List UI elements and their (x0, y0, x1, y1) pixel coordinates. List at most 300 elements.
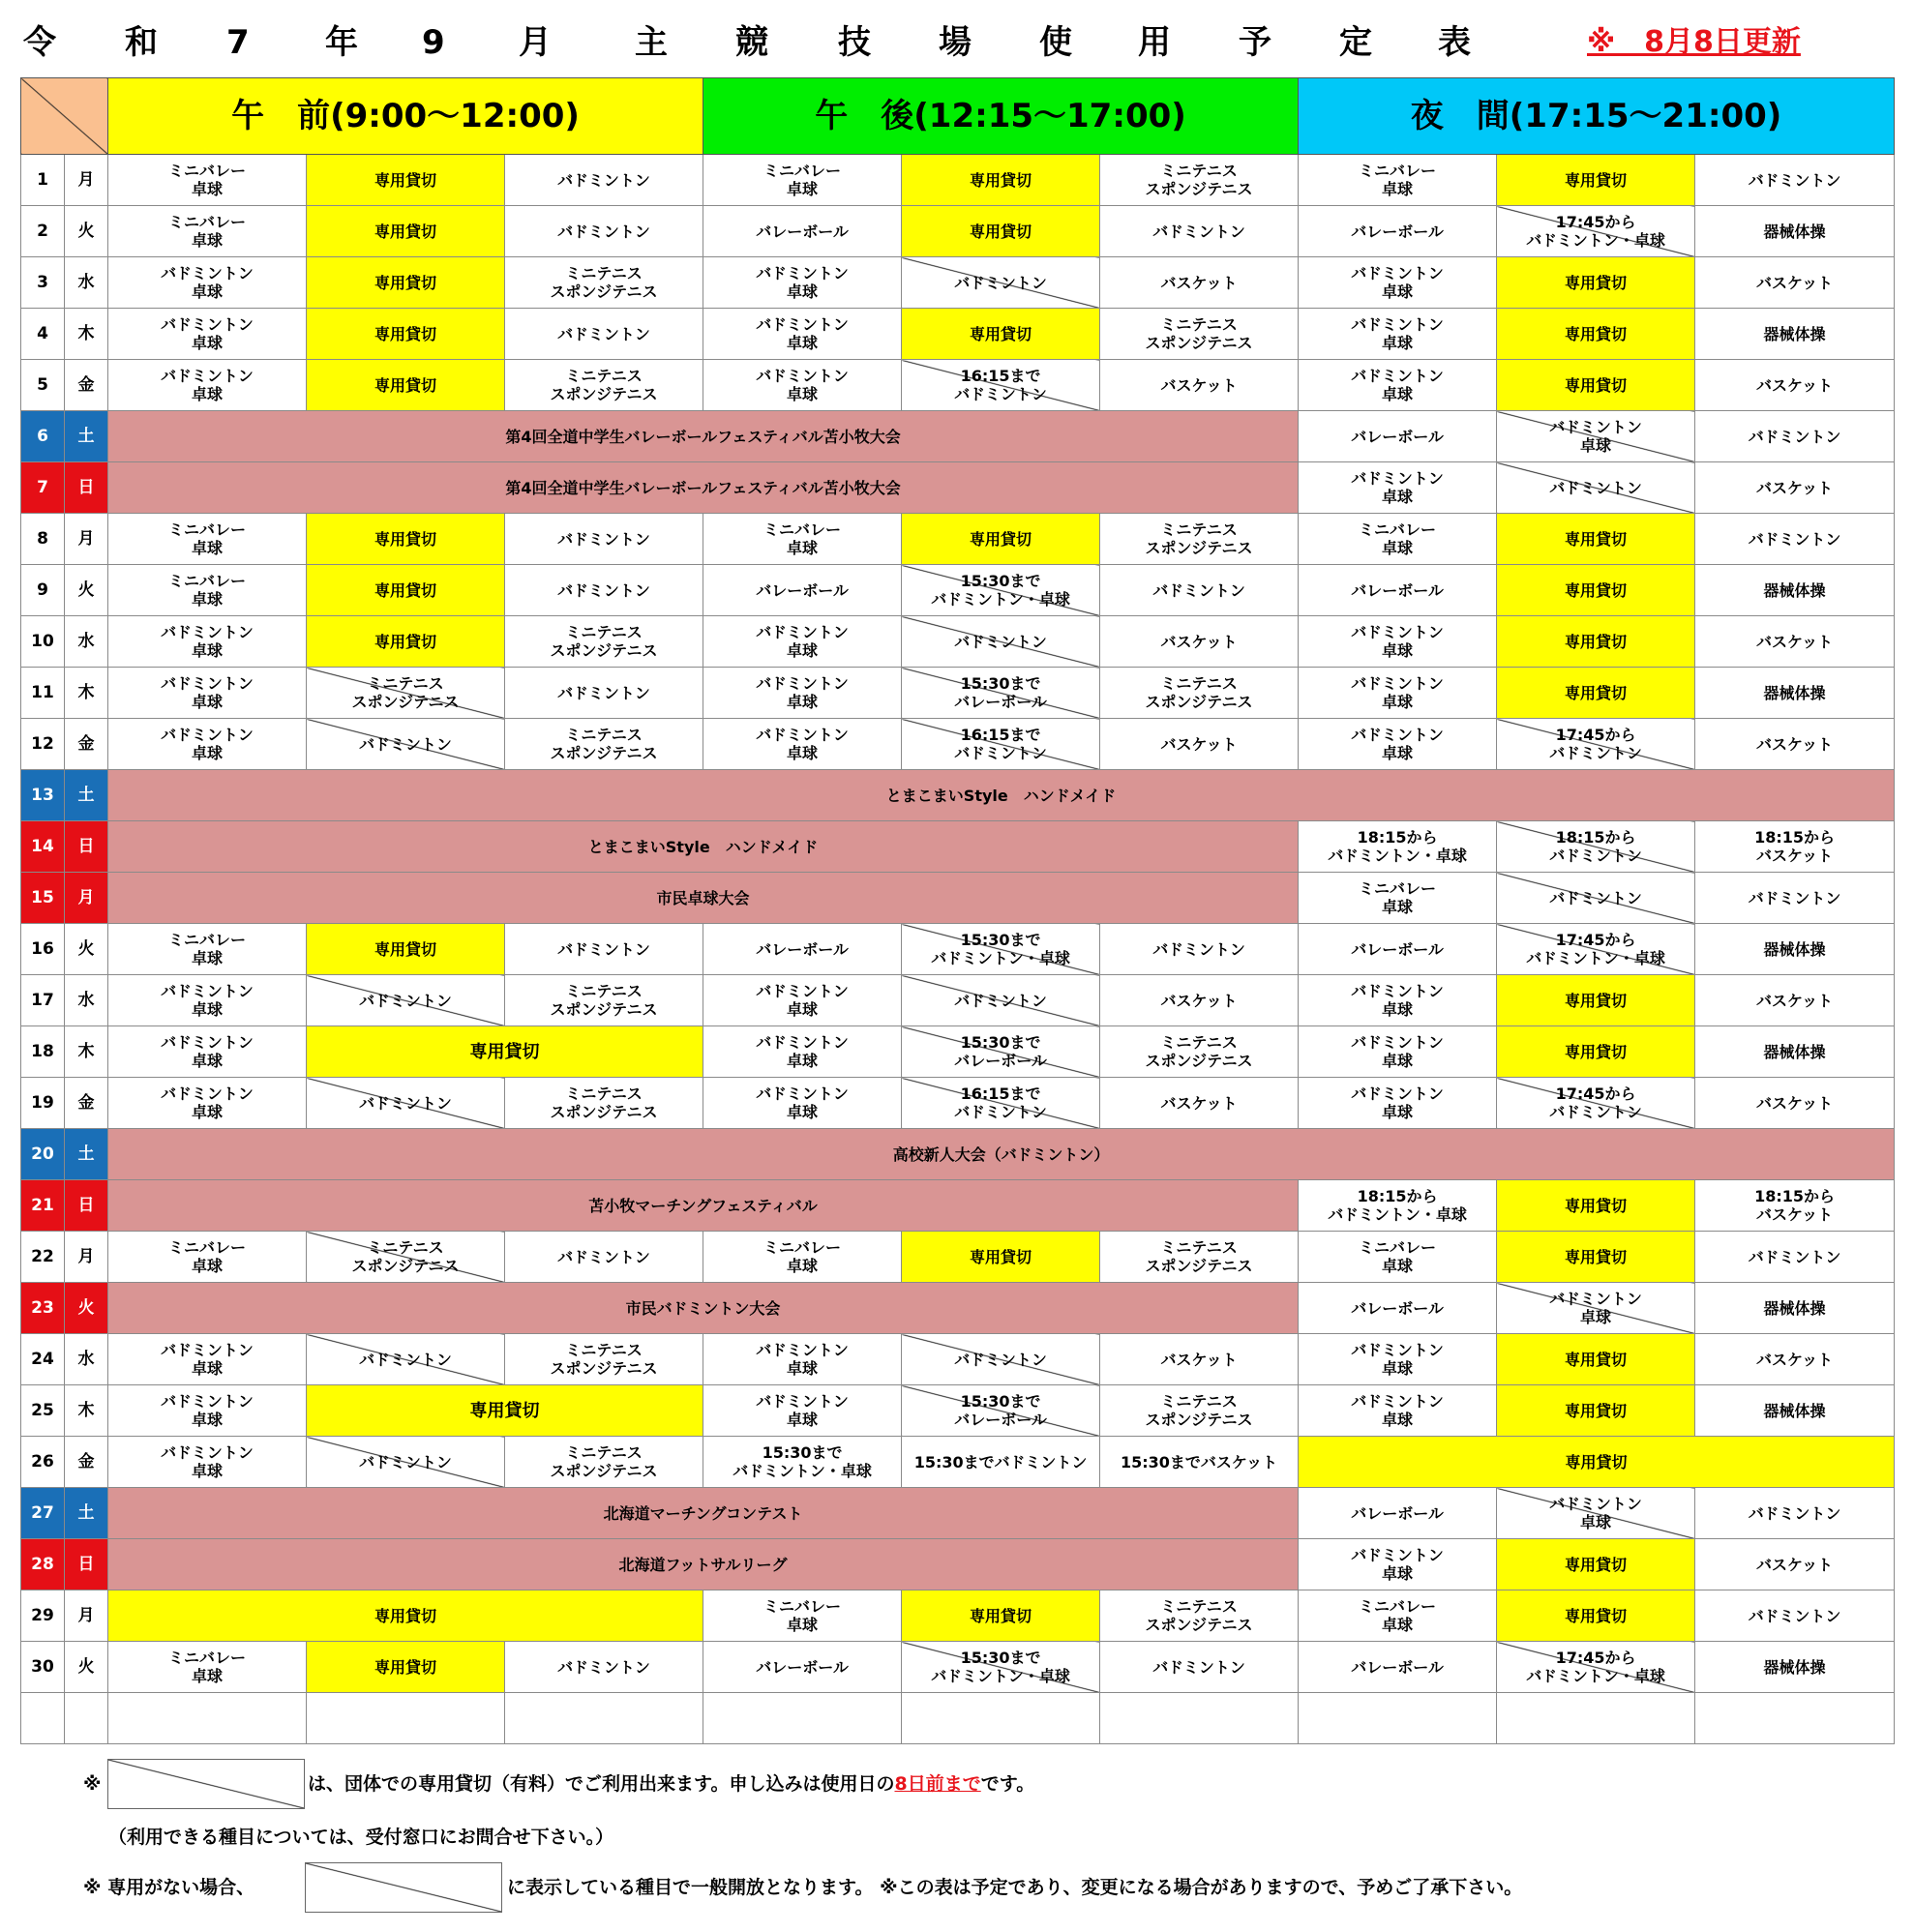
schedule-cell: バドミントン 卓球 (1299, 462, 1497, 514)
weekday: 火 (65, 565, 108, 616)
schedule-cell: バドミントン (1695, 514, 1895, 565)
table-row (21, 1129, 1895, 1180)
table-row (21, 668, 1895, 719)
reserved-cell: 専用貸切 (307, 309, 505, 360)
table-row (21, 1180, 1895, 1232)
table-row (21, 1437, 1895, 1488)
reserved-cell: 専用貸切 (1497, 1385, 1695, 1437)
schedule-cell: ミニバレー 卓球 (1299, 155, 1497, 206)
day-number: 25 (21, 1385, 65, 1437)
schedule-cell: バドミントン 卓球 (108, 975, 307, 1026)
schedule-cell: ミニテニス スポンジテニス (505, 719, 703, 770)
table-row (21, 206, 1895, 257)
schedule-cell: バドミントン (1695, 873, 1895, 924)
schedule-cell: バドミントン (1100, 565, 1299, 616)
reserved-cell: 専用貸切 (1497, 360, 1695, 411)
reserved-cell: 専用貸切 (902, 155, 1100, 206)
schedule-cell: バレーボール (703, 924, 902, 975)
general-open-cell: バドミントン (307, 719, 505, 770)
reserved-cell: 専用貸切 (1497, 616, 1695, 668)
schedule-cell: バドミントン 卓球 (703, 257, 902, 309)
header-afternoon: 午 後(12:15～17:00) (703, 78, 1299, 155)
schedule-cell: バドミントン 卓球 (1299, 1334, 1497, 1385)
general-open-cell: ミニテニス スポンジテニス (307, 1232, 505, 1283)
schedule-cell: バドミントン 卓球 (703, 1385, 902, 1437)
header-morning: 午 前(9:00～12:00) (108, 78, 703, 155)
weekday: 木 (65, 1385, 108, 1437)
schedule-cell: 15:30までバドミントン (902, 1437, 1100, 1488)
weekday: 日 (65, 462, 108, 514)
title-char: 用 (1138, 23, 1171, 62)
table-row (21, 821, 1895, 873)
schedule-cell: バドミントン 卓球 (1299, 1078, 1497, 1129)
day-number: 4 (21, 309, 65, 360)
weekday: 火 (65, 924, 108, 975)
event-cell: とまこまいStyle ハンドメイド (108, 821, 1299, 873)
note-line1-pre: は、団体での専用貸切（有料）でご利用出来ます。申し込みは使用日の (308, 1773, 895, 1795)
title-char: 9 (422, 23, 445, 62)
schedule-cell: ミニテニス スポンジテニス (505, 975, 703, 1026)
empty-cell (65, 1693, 108, 1744)
table-row (21, 257, 1895, 309)
title-char: 使 (1039, 23, 1072, 62)
event-cell: 高校新人大会（バドミントン） (108, 1129, 1895, 1180)
day-number: 5 (21, 360, 65, 411)
day-number: 14 (21, 821, 65, 873)
table-row (21, 514, 1895, 565)
schedule-cell: ミニバレー 卓球 (1299, 873, 1497, 924)
weekday: 日 (65, 821, 108, 873)
reserved-cell: 専用貸切 (307, 206, 505, 257)
general-open-cell: 16:15まで バドミントン (902, 360, 1100, 411)
schedule-cell: バドミントン 卓球 (703, 309, 902, 360)
legend-reserved-box (107, 1759, 305, 1809)
weekday: 水 (65, 616, 108, 668)
schedule-cell: バドミントン 卓球 (703, 616, 902, 668)
reserved-cell: 専用貸切 (108, 1590, 703, 1642)
day-number: 29 (21, 1590, 65, 1642)
schedule-cell: バドミントン 卓球 (703, 360, 902, 411)
day-number: 20 (21, 1129, 65, 1180)
empty-row (21, 1693, 1895, 1744)
schedule-cell: バスケット (1695, 1078, 1895, 1129)
general-open-cell: 16:15まで バドミントン (902, 1078, 1100, 1129)
note-deadline: 8日前まで (894, 1773, 981, 1795)
title-char: 予 (1239, 23, 1271, 62)
empty-cell (1497, 1693, 1695, 1744)
table-row (21, 616, 1895, 668)
weekday: 水 (65, 975, 108, 1026)
general-open-cell: バドミントン (307, 1437, 505, 1488)
schedule-cell: バドミントン 卓球 (108, 616, 307, 668)
schedule-cell: 18:15から バドミントン・卓球 (1299, 1180, 1497, 1232)
title-char: 技 (838, 23, 871, 62)
event-cell: 苫小牧マーチングフェスティバル (108, 1180, 1299, 1232)
schedule-cell: ミニテニス スポンジテニス (1100, 155, 1299, 206)
schedule-table (20, 77, 1895, 1744)
title-char: 場 (939, 23, 972, 62)
day-number: 18 (21, 1026, 65, 1078)
weekday: 金 (65, 719, 108, 770)
weekday: 水 (65, 1334, 108, 1385)
schedule-cell: バドミントン 卓球 (1299, 719, 1497, 770)
schedule-cell: ミニテニス スポンジテニス (1100, 1590, 1299, 1642)
reserved-cell: 専用貸切 (902, 1232, 1100, 1283)
schedule-cell: 18:15から バスケット (1695, 1180, 1895, 1232)
empty-cell (307, 1693, 505, 1744)
day-number: 15 (21, 873, 65, 924)
schedule-cell: バドミントン 卓球 (1299, 975, 1497, 1026)
schedule-cell: バドミントン 卓球 (1299, 257, 1497, 309)
title-char: 月 (519, 23, 552, 62)
schedule-cell: バドミントン 卓球 (1299, 1026, 1497, 1078)
weekday: 月 (65, 873, 108, 924)
schedule-cell: ミニテニス スポンジテニス (505, 616, 703, 668)
empty-cell (505, 1693, 703, 1744)
schedule-cell: バスケット (1695, 1539, 1895, 1590)
day-number: 21 (21, 1180, 65, 1232)
table-row (21, 1539, 1895, 1590)
schedule-cell: バドミントン (505, 1232, 703, 1283)
schedule-cell: バスケット (1100, 1334, 1299, 1385)
general-open-cell: 15:30まで バレーボール (902, 1385, 1100, 1437)
schedule-cell: ミニテニス スポンジテニス (505, 360, 703, 411)
reserved-cell: 専用貸切 (307, 257, 505, 309)
empty-cell (1100, 1693, 1299, 1744)
schedule-cell: ミニバレー 卓球 (108, 206, 307, 257)
schedule-cell: バドミントン (1100, 1642, 1299, 1693)
schedule-cell: バドミントン 卓球 (108, 257, 307, 309)
weekday: 水 (65, 257, 108, 309)
schedule-cell: バドミントン (505, 514, 703, 565)
schedule-cell: バドミントン (505, 206, 703, 257)
schedule-cell: ミニテニス スポンジテニス (1100, 1385, 1299, 1437)
day-number: 11 (21, 668, 65, 719)
table-row (21, 1334, 1895, 1385)
schedule-cell: ミニバレー 卓球 (108, 1232, 307, 1283)
title-char: 競 (735, 23, 768, 62)
schedule-cell: 器械体操 (1695, 1283, 1895, 1334)
reserved-cell: 専用貸切 (1497, 975, 1695, 1026)
table-row (21, 155, 1895, 206)
event-cell: 第4回全道中学生バレーボールフェスティバル苫小牧大会 (108, 462, 1299, 514)
schedule-cell: バスケット (1100, 719, 1299, 770)
reserved-cell: 専用貸切 (307, 565, 505, 616)
general-open-cell: 15:30まで バドミントン・卓球 (902, 1642, 1100, 1693)
schedule-cell: バレーボール (703, 565, 902, 616)
event-cell: 北海道マーチングコンテスト (108, 1488, 1299, 1539)
weekday: 火 (65, 1642, 108, 1693)
weekday: 土 (65, 411, 108, 462)
schedule-cell: バスケット (1695, 462, 1895, 514)
day-number: 17 (21, 975, 65, 1026)
empty-cell (1695, 1693, 1895, 1744)
table-row (21, 1232, 1895, 1283)
schedule-cell: バドミントン 卓球 (108, 309, 307, 360)
note-line3-post: に表示している種目で一般開放となります。 ※この表は予定であり、変更になる場合がありますので、予めご了承下さい。 (507, 1877, 1523, 1898)
schedule-cell: バドミントン (1695, 1590, 1895, 1642)
day-number: 8 (21, 514, 65, 565)
table-row (21, 924, 1895, 975)
schedule-cell: バドミントン 卓球 (1299, 1385, 1497, 1437)
schedule-cell: ミニテニス スポンジテニス (1100, 1232, 1299, 1283)
schedule-cell: ミニテニス スポンジテニス (1100, 1026, 1299, 1078)
day-number: 30 (21, 1642, 65, 1693)
schedule-cell: バレーボール (703, 206, 902, 257)
schedule-cell: 器械体操 (1695, 1642, 1895, 1693)
weekday: 火 (65, 1283, 108, 1334)
general-open-cell: バドミントン (902, 257, 1100, 309)
day-number: 9 (21, 565, 65, 616)
weekday: 日 (65, 1539, 108, 1590)
schedule-cell: バスケット (1100, 360, 1299, 411)
weekday: 月 (65, 514, 108, 565)
schedule-cell: バドミントン 卓球 (108, 1026, 307, 1078)
general-open-cell: 15:30まで バレーボール (902, 668, 1100, 719)
table-row (21, 1026, 1895, 1078)
general-open-cell: 17:45から バドミントン (1497, 1078, 1695, 1129)
reserved-cell: 専用貸切 (902, 206, 1100, 257)
schedule-cell: バスケット (1695, 975, 1895, 1026)
table-row (21, 719, 1895, 770)
event-cell: 北海道フットサルリーグ (108, 1539, 1299, 1590)
weekday: 日 (65, 1180, 108, 1232)
notes-section (0, 1741, 1914, 1932)
general-open-cell: ミニテニス スポンジテニス (307, 668, 505, 719)
table-row (21, 1385, 1895, 1437)
general-open-cell: 15:30まで バドミントン・卓球 (902, 924, 1100, 975)
event-cell: 市民バドミントン大会 (108, 1283, 1299, 1334)
schedule-cell: バドミントン 卓球 (1299, 616, 1497, 668)
table-row (21, 873, 1895, 924)
schedule-cell: 器械体操 (1695, 924, 1895, 975)
weekday: 木 (65, 668, 108, 719)
empty-cell (108, 1693, 307, 1744)
title-char: 表 (1438, 23, 1471, 62)
schedule-cell: 15:30までバスケット (1100, 1437, 1299, 1488)
general-open-cell: 15:30まで バドミントン・卓球 (902, 565, 1100, 616)
schedule-cell: 18:15から バドミントン・卓球 (1299, 821, 1497, 873)
legend-open-box (305, 1862, 502, 1913)
schedule-cell: バレーボール (703, 1642, 902, 1693)
day-number: 13 (21, 770, 65, 821)
event-cell: 市民卓球大会 (108, 873, 1299, 924)
general-open-cell: バドミントン 卓球 (1497, 1488, 1695, 1539)
weekday: 金 (65, 1078, 108, 1129)
schedule-cell: バドミントン (505, 924, 703, 975)
table-row (21, 411, 1895, 462)
day-number: 3 (21, 257, 65, 309)
table-row (21, 462, 1895, 514)
schedule-cell: ミニバレー 卓球 (703, 1590, 902, 1642)
schedule-cell: バドミントン 卓球 (1299, 309, 1497, 360)
schedule-cell: バドミントン (1695, 155, 1895, 206)
schedule-cell: バスケット (1695, 360, 1895, 411)
header-row (21, 78, 1895, 155)
schedule-cell: ミニテニス スポンジテニス (505, 1437, 703, 1488)
schedule-cell: ミニバレー 卓球 (108, 1642, 307, 1693)
empty-cell (1299, 1693, 1497, 1744)
reserved-cell: 専用貸切 (1497, 309, 1695, 360)
reserved-cell: 専用貸切 (902, 1590, 1100, 1642)
day-number: 27 (21, 1488, 65, 1539)
weekday: 月 (65, 1232, 108, 1283)
table-row (21, 1078, 1895, 1129)
schedule-cell: 器械体操 (1695, 565, 1895, 616)
reserved-cell: 専用貸切 (1497, 668, 1695, 719)
general-open-cell: バドミントン (307, 1334, 505, 1385)
reserved-cell: 専用貸切 (1497, 1334, 1695, 1385)
weekday: 土 (65, 770, 108, 821)
corner-cell (21, 78, 108, 155)
schedule-cell: バドミントン 卓球 (1299, 668, 1497, 719)
schedule-cell: ミニテニス スポンジテニス (1100, 668, 1299, 719)
day-number: 7 (21, 462, 65, 514)
schedule-cell: バドミントン 卓球 (108, 1078, 307, 1129)
general-open-cell: 15:30まで バレーボール (902, 1026, 1100, 1078)
table-row (21, 360, 1895, 411)
schedule-cell: ミニバレー 卓球 (703, 155, 902, 206)
reserved-cell: 専用貸切 (307, 1385, 703, 1437)
reserved-cell: 専用貸切 (307, 616, 505, 668)
day-number: 12 (21, 719, 65, 770)
schedule-cell: バスケット (1695, 616, 1895, 668)
schedule-cell: 18:15から バスケット (1695, 821, 1895, 873)
weekday: 火 (65, 206, 108, 257)
general-open-cell: 17:45から バドミントン (1497, 719, 1695, 770)
general-open-cell: バドミントン (1497, 873, 1695, 924)
schedule-cell: バレーボール (1299, 1642, 1497, 1693)
note-line1 (308, 1771, 1034, 1797)
schedule-cell: バスケット (1695, 257, 1895, 309)
schedule-cell: 器械体操 (1695, 309, 1895, 360)
weekday: 土 (65, 1488, 108, 1539)
schedule-cell: ミニテニス スポンジテニス (505, 1078, 703, 1129)
general-open-cell: 16:15まで バドミントン (902, 719, 1100, 770)
general-open-cell: バドミントン (307, 1078, 505, 1129)
empty-cell (902, 1693, 1100, 1744)
schedule-cell: 器械体操 (1695, 1026, 1895, 1078)
schedule-cell: バドミントン 卓球 (703, 1078, 902, 1129)
general-open-cell: バドミントン 卓球 (1497, 411, 1695, 462)
title-char: 7 (226, 23, 250, 62)
schedule-cell: バドミントン (1695, 411, 1895, 462)
schedule-cell: ミニバレー 卓球 (703, 514, 902, 565)
weekday: 木 (65, 309, 108, 360)
general-open-cell: バドミントン (902, 975, 1100, 1026)
schedule-cell: ミニバレー 卓球 (108, 514, 307, 565)
schedule-cell: バドミントン 卓球 (703, 1334, 902, 1385)
reserved-cell: 専用貸切 (902, 514, 1100, 565)
schedule-cell: バドミントン 卓球 (108, 719, 307, 770)
schedule-cell: バドミントン 卓球 (703, 1026, 902, 1078)
day-number: 19 (21, 1078, 65, 1129)
note-line3-pre: ※ 専用がない場合、 (83, 1877, 255, 1898)
schedule-cell: バドミントン 卓球 (108, 1334, 307, 1385)
table-row (21, 975, 1895, 1026)
reserved-cell: 専用貸切 (307, 1642, 505, 1693)
schedule-cell: ミニバレー 卓球 (1299, 1232, 1497, 1283)
schedule-cell: バドミントン 卓球 (108, 668, 307, 719)
day-number: 26 (21, 1437, 65, 1488)
reserved-cell: 専用貸切 (307, 924, 505, 975)
reserved-cell: 専用貸切 (902, 309, 1100, 360)
table-row (21, 565, 1895, 616)
schedule-cell: バドミントン (1695, 1488, 1895, 1539)
general-open-cell: バドミントン (902, 616, 1100, 668)
schedule-cell: バレーボール (1299, 924, 1497, 975)
event-cell: とまこまいStyle ハンドメイド (108, 770, 1895, 821)
reserved-cell: 専用貸切 (1497, 257, 1695, 309)
empty-cell (703, 1693, 902, 1744)
schedule-cell: 15:30まで バドミントン・卓球 (703, 1437, 902, 1488)
reserved-cell: 専用貸切 (1497, 1180, 1695, 1232)
schedule-cell: バドミントン 卓球 (703, 668, 902, 719)
weekday: 木 (65, 1026, 108, 1078)
day-number: 10 (21, 616, 65, 668)
schedule-cell: バレーボール (1299, 206, 1497, 257)
header-night: 夜 間(17:15～21:00) (1299, 78, 1895, 155)
day-number: 22 (21, 1232, 65, 1283)
schedule-cell: バドミントン 卓球 (108, 360, 307, 411)
schedule-cell: バスケット (1695, 719, 1895, 770)
empty-cell (21, 1693, 65, 1744)
schedule-cell: バスケット (1100, 616, 1299, 668)
schedule-cell: ミニバレー 卓球 (1299, 514, 1497, 565)
note-mark: ※ (83, 1773, 102, 1795)
schedule-cell: ミニバレー 卓球 (108, 924, 307, 975)
schedule-cell: 器械体操 (1695, 668, 1895, 719)
schedule-cell: バドミントン (505, 1642, 703, 1693)
day-number: 28 (21, 1539, 65, 1590)
schedule-cell: バレーボール (1299, 411, 1497, 462)
schedule-cell: バスケット (1695, 1334, 1895, 1385)
update-notice: ※ 8月8日更新 (1587, 25, 1801, 59)
table-row (21, 1590, 1895, 1642)
schedule-cell: バドミントン 卓球 (703, 719, 902, 770)
reserved-cell: 専用貸切 (1497, 1539, 1695, 1590)
reserved-cell: 専用貸切 (1497, 1590, 1695, 1642)
general-open-cell: 17:45から バドミントン・卓球 (1497, 1642, 1695, 1693)
reserved-cell: 専用貸切 (1497, 1232, 1695, 1283)
schedule-cell: バドミントン (1100, 924, 1299, 975)
title-char: 年 (325, 23, 358, 62)
note-line2: （利用できる種目については、受付窓口にお問合せ下さい。） (108, 1827, 614, 1848)
note-line1-post: です。 (980, 1773, 1035, 1795)
event-cell: 第4回全道中学生バレーボールフェスティバル苫小牧大会 (108, 411, 1299, 462)
schedule-cell: バドミントン 卓球 (703, 975, 902, 1026)
schedule-cell: バレーボール (1299, 565, 1497, 616)
weekday: 月 (65, 1590, 108, 1642)
reserved-cell: 専用貸切 (1497, 514, 1695, 565)
schedule-cell: バレーボール (1299, 1283, 1497, 1334)
schedule-cell: ミニテニス スポンジテニス (505, 257, 703, 309)
schedule-cell: バドミントン 卓球 (1299, 360, 1497, 411)
reserved-cell: 専用貸切 (1497, 155, 1695, 206)
day-number: 16 (21, 924, 65, 975)
title-char: 主 (635, 23, 668, 62)
day-number: 1 (21, 155, 65, 206)
general-open-cell: バドミントン 卓球 (1497, 1283, 1695, 1334)
day-number: 6 (21, 411, 65, 462)
table-row (21, 1642, 1895, 1693)
reserved-cell: 専用貸切 (307, 1026, 703, 1078)
day-number: 23 (21, 1283, 65, 1334)
schedule-cell: ミニバレー 卓球 (108, 565, 307, 616)
general-open-cell: 17:45から バドミントン・卓球 (1497, 924, 1695, 975)
day-number: 24 (21, 1334, 65, 1385)
schedule-cell: ミニバレー 卓球 (703, 1232, 902, 1283)
